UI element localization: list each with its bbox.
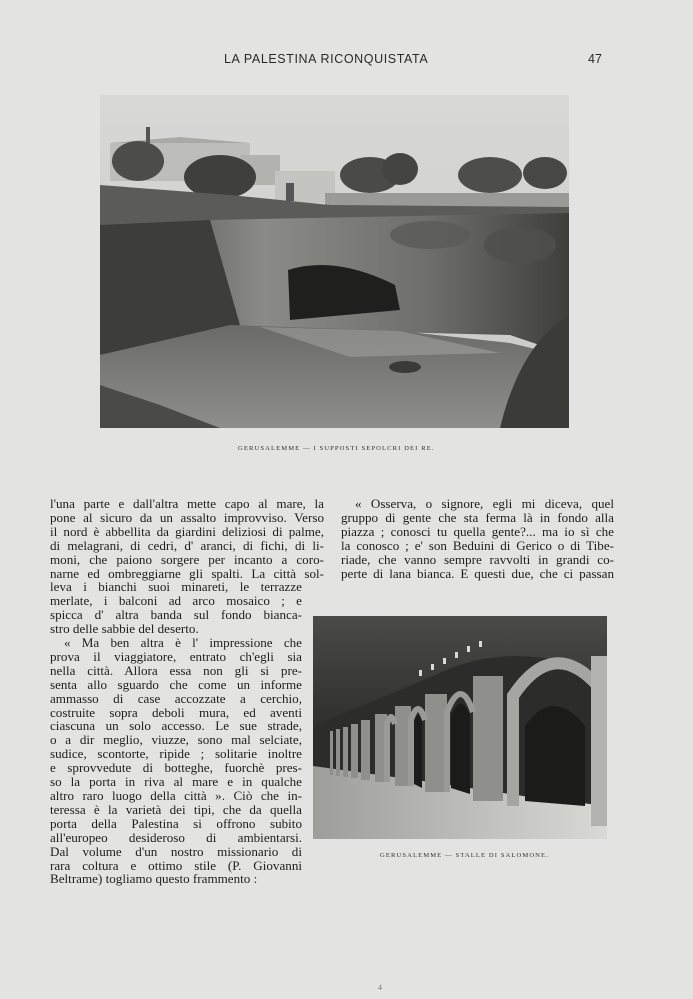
text-line: gruppo di gente che sta ferma là in fondo alla — [341, 509, 614, 525]
photo-sepolcri-illustration — [100, 95, 569, 428]
text-line: di melagrani, di cedri, d' aranci, di fichi, di li- — [50, 537, 324, 553]
text-line: Dal volume d'un nostro missionario di — [50, 843, 302, 859]
photo-stalle-di-salomone — [313, 616, 607, 839]
text-line: ammasso di case accozzate a cerchio, — [50, 690, 302, 706]
text-line: prova il viaggiatore, entrato ch'egli sia — [50, 648, 302, 664]
text-line: all'europeo desideroso di ambientarsi. — [50, 829, 302, 845]
text-line: ciascuna un solo accesso. Le sue strade, — [50, 718, 302, 734]
text-line: leva i bianchi suoi minareti, le terrazze — [50, 579, 302, 595]
text-line: teressa è la varietà dei tipi, che da quella — [50, 801, 302, 817]
text-line: pone al sicuro da un assalto improvviso. Verso — [50, 509, 324, 525]
text-line: narne ed ombreggiarne gli spalti. La città sol- — [50, 565, 324, 581]
footer-mark: 4 — [378, 983, 382, 992]
text-line: perte di lana bianca. E questi due, che ci passan — [341, 565, 614, 581]
text-line: so la porta in riva al mare e in qualche — [50, 774, 302, 790]
text-line: stro delle sabbie del deserto. — [50, 621, 199, 637]
text-line: la conosco ; e' son Beduini di Gerico o di Tibe- — [341, 537, 614, 553]
left-text-column-narrow — [50, 580, 302, 886]
page-number: 47 — [588, 52, 602, 66]
text-line: rara coltura e ottimo stile (P. Giovanni — [50, 857, 302, 873]
text-line: il nord è abbellita da giardini deliziosi di palme, — [50, 523, 324, 539]
text-line: merlate, i balconi ad arco mosaico ; e — [50, 593, 302, 609]
text-line: senta allo sguardo che come un informe — [50, 676, 302, 692]
text-line: porta della Palestina si offrono subito — [50, 815, 302, 831]
right-text-column — [341, 497, 614, 580]
text-line: riade, che vanno sempre ravvolti in grandi co- — [341, 551, 614, 567]
text-line: e sprovvedute di botteghe, fuorchè pres- — [50, 760, 302, 776]
text-line: « Osserva, o signore, egli mi diceva, quel — [355, 496, 614, 511]
photo-sepolcri-dei-re — [100, 95, 569, 428]
text-line: piazza ; conosci tu quella gente?... ma io sì che — [341, 523, 614, 539]
text-line: moni, che paiono sorgere per incanto a coro- — [50, 551, 324, 567]
text-line: sudice, scontorte, ripide ; solitarie inoltre — [50, 746, 302, 762]
text-line: o a dir meglio, viuzze, sono mal selciate, — [50, 732, 302, 748]
running-head: LA PALESTINA RICONQUISTATA — [224, 52, 429, 66]
text-line: « Ma ben altra è l' impressione che — [64, 635, 302, 651]
text-line: altro raro luogo della città ». Ciò che in- — [50, 787, 302, 803]
text-line: l'una parte e dall'altra mette capo al mare, la — [50, 496, 324, 511]
text-line: costruite sopra deboli mura, ed aventi — [50, 704, 302, 720]
photo-caption-bottom: GERUSALEMME — STALLE DI SALOMONE. — [380, 852, 549, 859]
photo-caption-top: GERUSALEMME — I SUPPOSTI SEPOLCRI DEI RE. — [238, 445, 435, 452]
left-text-column — [50, 497, 324, 580]
text-line: spicca d' altra banda sul fondo bianca- — [50, 607, 302, 623]
photo-stalle-illustration — [313, 616, 607, 839]
text-line: nella città. Allora essa non gli si pre- — [50, 662, 302, 678]
text-line: Beltrame) togliamo questo frammento : — [50, 871, 258, 887]
